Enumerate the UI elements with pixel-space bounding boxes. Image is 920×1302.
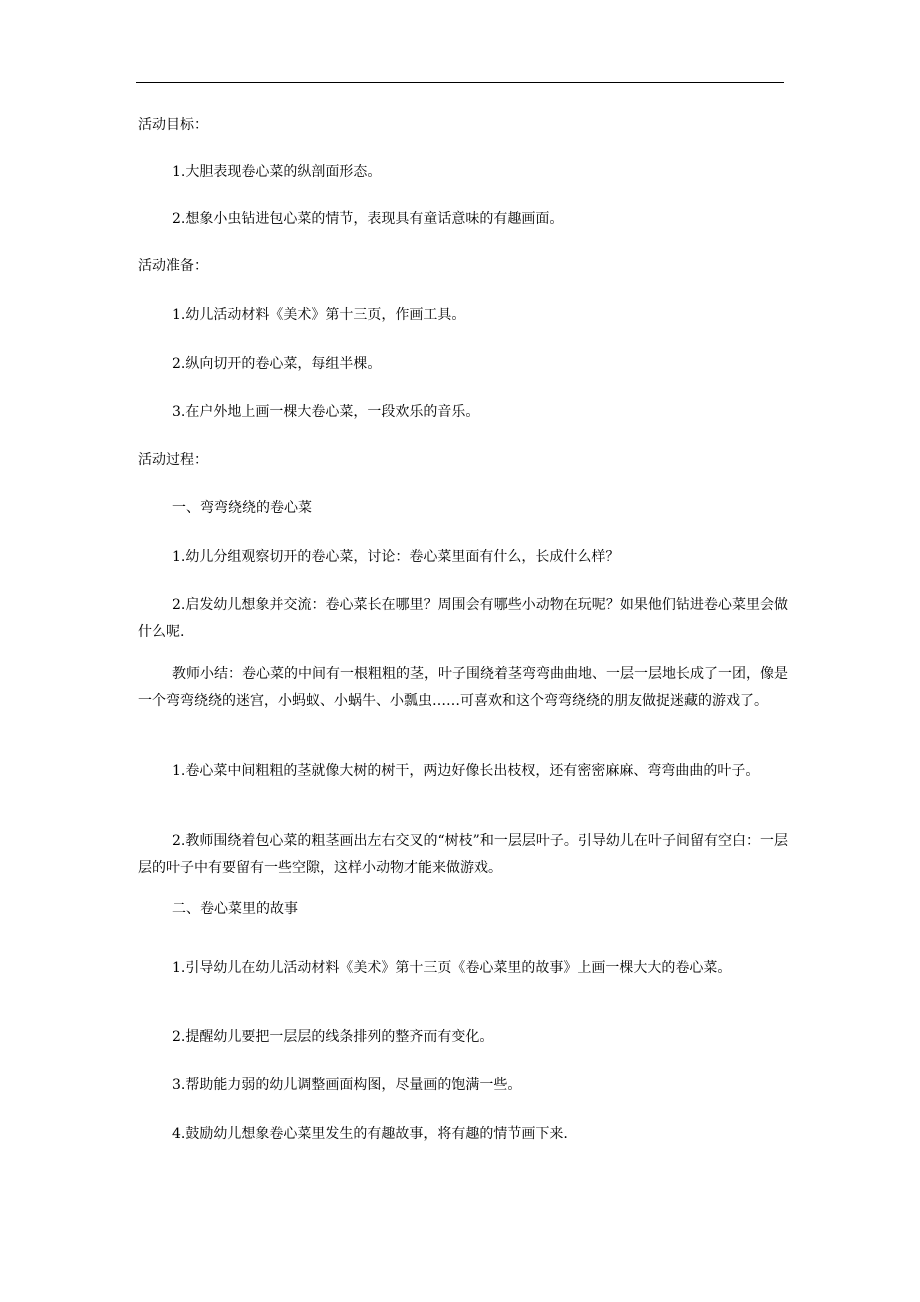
part-1-item-2: 2.启发幼儿想象并交流：卷心菜长在哪里？周围会有哪些小动物在玩呢？如果他们钻进卷心菜里会做什么呢. [138, 597, 788, 640]
part-2-item-1: 1.引导幼儿在幼儿活动材料《美术》第十三页《卷心菜里的故事》上画一棵大大的卷心菜。 [172, 960, 732, 976]
section-heading-goals: 活动目标： [138, 117, 208, 133]
goal-item-1: 1.大胆表现卷心菜的纵剖面形态。 [172, 164, 382, 180]
part-1-item-1: 1.幼儿分组观察切开的卷心菜，讨论：卷心菜里面有什么，长成什么样？ [172, 549, 620, 565]
goal-item-2: 2.想象小虫钻进包心菜的情节，表现具有童话意味的有趣画面。 [172, 211, 564, 227]
section-heading-preparation: 活动准备： [138, 258, 208, 274]
header-rule [136, 82, 784, 83]
part-1-item-4: 2.教师围绕着包心菜的粗茎画出左右交叉的“树枝”和一层层叶子。引导幼儿在叶子间留有空白：一层层的叶子中有要留有一些空隙，这样小动物才能来做游戏。 [138, 833, 788, 876]
prep-item-1: 1.幼儿活动材料《美术》第十三页，作画工具。 [172, 307, 466, 323]
part-1-title: 一、弯弯绕绕的卷心菜 [172, 500, 312, 516]
prep-item-3: 3.在户外地上画一棵大卷心菜，一段欢乐的音乐。 [172, 404, 480, 420]
prep-item-2: 2.纵向切开的卷心菜，每组半棵。 [172, 356, 382, 372]
part-1-item-3: 1.卷心菜中间粗粗的茎就像大树的树干，两边好像长出枝杈，还有密密麻麻、弯弯曲曲的叶子。 [172, 763, 760, 779]
part-2-item-3: 3.帮助能力弱的幼儿调整画面构图，尽量画的饱满一些。 [172, 1077, 522, 1093]
part-2-title: 二、卷心菜里的故事 [172, 901, 298, 917]
part-2-item-2: 2.提醒幼儿要把一层层的线条排列的整齐而有变化。 [172, 1029, 494, 1045]
part-2-item-4: 4.鼓励幼儿想象卷心菜里发生的有趣故事，将有趣的情节画下来. [172, 1126, 568, 1142]
teacher-summary: 教师小结：卷心菜的中间有一根粗粗的茎，叶子围绕着茎弯弯曲曲地、一层一层地长成了一团，像是一个弯弯绕绕的迷宫，小蚂蚁、小蜗牛、小瓢虫……可喜欢和这个弯弯绕绕的朋友做捉迷藏的游戏了。 [138, 666, 788, 709]
section-heading-process: 活动过程： [138, 452, 208, 468]
